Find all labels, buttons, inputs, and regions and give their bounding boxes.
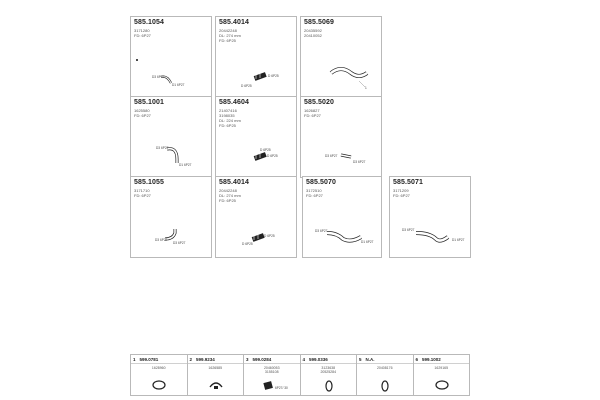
part-card[interactable]	[215, 176, 297, 258]
part-code: 585.5069	[304, 19, 334, 26]
pipe-drawing	[131, 97, 213, 179]
accessory-number: 4	[302, 356, 306, 362]
accessory-ref: 3123638 20525284	[320, 366, 337, 374]
accessory-cell[interactable]	[301, 355, 358, 395]
part-refs: 3171710 FD: 6P27	[134, 188, 151, 198]
accessory-code: 599.0336	[309, 356, 328, 362]
pipe-drawing	[301, 97, 383, 179]
part-refs: 3171280 FD: 6P27	[134, 28, 151, 38]
accessory-number: 1	[133, 356, 136, 362]
pipe-label-left: D3 6P27	[156, 146, 169, 150]
accessory-number: 5	[359, 356, 362, 362]
pipe-label-right: D1 6P27	[172, 83, 185, 87]
part-card[interactable]	[130, 176, 212, 258]
accessory-ref: 20408176	[376, 366, 393, 370]
part-refs: 20442248 DL: 274 mm FD: 6P25	[219, 28, 241, 43]
part-card[interactable]	[300, 96, 382, 178]
pipe-label-right: D 6P25	[267, 154, 278, 158]
pipe-label-left: D3 6P27	[155, 238, 168, 242]
accessory-cell[interactable]	[414, 355, 470, 395]
part-refs: 21407416 3198035 DL: 224 mm FD: 6P25	[219, 108, 241, 128]
part-card[interactable]	[215, 16, 297, 98]
accessory-ref: 20460053 3155108	[263, 366, 280, 374]
pipe-drawing	[216, 177, 298, 259]
pipe-label-right: D1 6P27	[452, 238, 465, 242]
part-code: 585.5071	[393, 179, 423, 186]
part-card[interactable]	[389, 176, 471, 258]
accessory-code: 599.0284	[252, 356, 272, 362]
part-card[interactable]	[215, 96, 297, 178]
pipe-drawing	[216, 97, 298, 179]
part-card[interactable]	[130, 16, 212, 98]
part-code: 585.4014	[219, 179, 249, 186]
pipe-label-right: D 6P25	[264, 234, 275, 238]
clamp-drawing	[244, 377, 300, 393]
pipe-drawing	[131, 17, 213, 99]
accessory-code: 599.0781	[139, 356, 159, 362]
accessory-cell[interactable]	[131, 355, 188, 395]
accessory-ref: 1628960	[151, 366, 166, 370]
pipe-label-left: D3 6P27	[315, 229, 328, 233]
clamp-ring-drawing	[414, 377, 470, 393]
part-code: 585.1001	[134, 99, 164, 106]
accessory-code: 599.9234	[196, 356, 215, 362]
accessory-number: 2	[189, 356, 193, 362]
part-code: 585.4014	[219, 19, 249, 26]
accessory-number: 3	[246, 356, 249, 362]
pipe-label-left: D3 6P27	[152, 75, 165, 79]
gasket-drawing	[357, 377, 413, 393]
part-card[interactable]	[130, 96, 212, 178]
pipe-label-right: D1 6P27	[361, 240, 374, 244]
accessory-label: 6P27/ 30	[275, 386, 288, 390]
part-card[interactable]	[300, 16, 382, 98]
part-refs: 1626827 FD: 6P27	[304, 108, 321, 118]
pipe-label-left: D3 6P27	[325, 154, 338, 158]
part-code: 585.4604	[219, 99, 249, 106]
gasket-drawing	[301, 377, 357, 393]
accessory-ref: 1629165	[434, 366, 449, 370]
pipe-drawing	[390, 177, 472, 259]
pipe-label-left: D 6P25	[260, 148, 271, 152]
pipe-label-right: 1	[365, 86, 367, 90]
accessory-cell[interactable]	[188, 355, 245, 395]
pipe-label-right: D1 6P27	[179, 163, 192, 167]
pipe-label-left: D 6P25	[242, 242, 253, 246]
accessories-bar	[130, 354, 470, 396]
accessory-code: N.A.	[365, 356, 375, 362]
part-code: 585.5070	[306, 179, 336, 186]
pipe-label-left: D3 6P27	[402, 228, 415, 232]
clamp-ring-drawing	[131, 377, 187, 393]
part-card[interactable]	[302, 176, 382, 258]
part-refs: 20442248 DL: 274 mm FD: 6P25	[219, 188, 241, 203]
pipe-label-right: D3 6P27	[173, 241, 186, 245]
pipe-drawing	[216, 17, 298, 99]
accessory-cell[interactable]	[357, 355, 414, 395]
accessory-cell[interactable]	[244, 355, 301, 395]
pipe-drawing	[301, 17, 383, 99]
clamp-drawing	[188, 377, 244, 393]
pipe-label-right: D 6P25	[268, 74, 279, 78]
pipe-label-right: D3 6P27	[353, 160, 366, 164]
part-code: 585.5020	[304, 99, 334, 106]
accessory-code: 599.1002	[422, 356, 441, 362]
accessory-ref: 1626585	[208, 366, 223, 370]
part-refs: 3171209 FD: 6P27	[393, 188, 410, 198]
pipe-label-left: D 6P25	[241, 84, 252, 88]
part-refs: 20435592 20410052	[304, 28, 322, 38]
accessory-number: 6	[415, 356, 419, 362]
pipe-drawing	[131, 177, 213, 259]
part-code: 585.1055	[134, 179, 164, 186]
pipe-drawing	[303, 177, 385, 259]
part-code: 585.1054	[134, 19, 164, 26]
part-refs: 1625580 FD: 6P27	[134, 108, 151, 118]
part-refs: 3172510 FD: 6P27	[306, 188, 323, 198]
